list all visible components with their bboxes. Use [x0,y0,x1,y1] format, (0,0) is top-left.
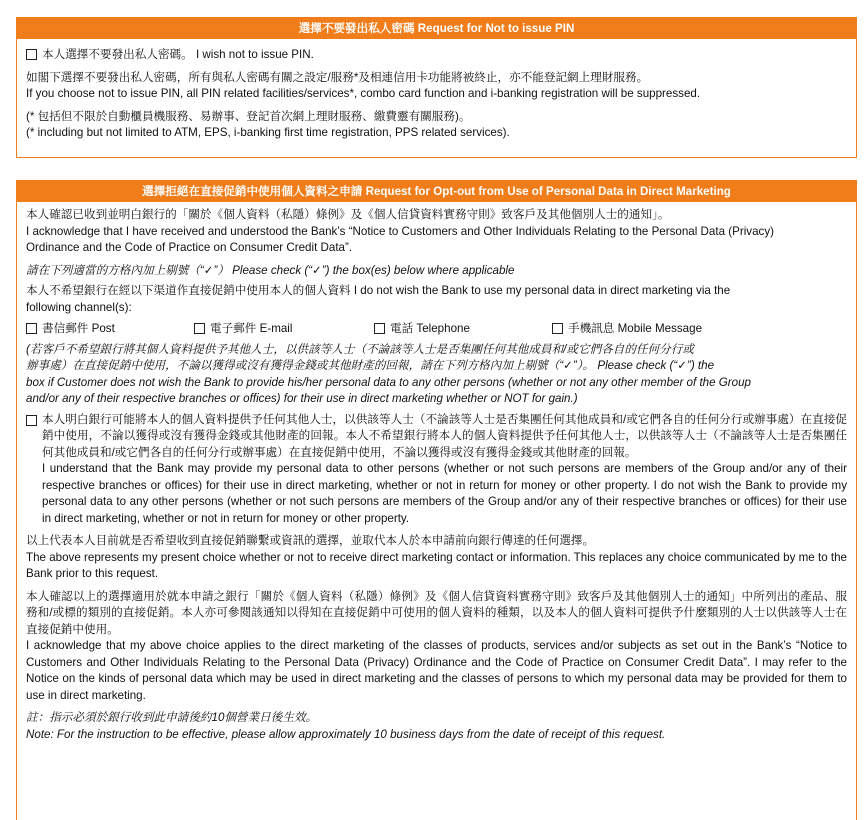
applies-en: I acknowledge that my above choice applies to the direct marketing of the classes of products, services and/or subjects as set out in the Bank’s “Notice to Customers and Other Individuals Relating to the Personal Data (Privacy) Ordinance and the Code of Practice on Consumer Credit Data”. I may refer to the Notice on the kinds of personal data which may be used in direct marketing and the classes of persons to which my personal data may be provided for them to use in direct marketing. [26,639,847,702]
opt-out-header: 選擇拒絕在直接促銷中使用個人資料之申請 Request for Opt-out from Use of Personal Data in Direct Marketing [17,181,856,202]
post-checkbox[interactable] [26,323,37,334]
channel-post[interactable] [26,321,194,338]
applies-zh: 本人確認以上的選擇適用於就本申請之銀行「關於《個人資料（私隱）條例》及《個人信貸資料實務守則》致客戶及其他個別人士的通知」中所列出的產品、服務和/或標的類別的直接促銷。本人亦可參閱該通知以得知在直接促銷中可使用的個人資料的種類，以及本人的個人資料可提供予什麼類別的人士以供該等人士在直接促銷中使用。 [26,589,847,636]
represents-en: The above represents my present choice whether or not to receive direct marketing contact or information. This replaces any choice communicated by me to the Bank prior to this request. [26,550,847,580]
pin-footnote-en: (* including but not limited to ATM, EPS, i-banking first time registration, PPS related services). [26,126,510,139]
telephone-checkbox[interactable] [374,323,385,334]
channel-post-label: 書信郵件 Post [42,322,115,335]
channel-telephone-label: 電話 Telephone [390,322,470,335]
no-use-line2: following channel(s): [26,300,132,314]
opt-out-section [16,180,857,820]
ack-en-line1: I acknowledge that I have received and understood the Bank’s “Notice to Customers and Other Individuals Relating to the Personal Data (Privacy) [26,224,774,238]
pin-request-section [16,17,857,158]
represents-zh: 以上代表本人目前就是否希望收到直接促銷聯繫或資訊的選擇，並取代本人於本申請前向銀行傳達的任何選擇。 [26,534,595,547]
channel-telephone[interactable] [374,321,552,338]
third-party-note-line3: box if Customer does not wish the Bank to provide his/her personal data to any other persons (whether or not any other member of the Group [26,375,752,389]
no-pin-checkbox[interactable] [26,49,37,60]
channel-options [26,321,847,338]
third-party-note-line4: and/or any of their respective branches or offices) for their use in direct marketing whether or NOT for gain.) [26,392,578,405]
channel-mobile[interactable] [552,321,702,338]
pin-note-zh: 如閣下選擇不要發出私人密碼，所有與私人密碼有關之設定/服務*及相連信用卡功能將被終止，亦不能登記網上理財服務。 [26,70,649,84]
third-party-note-line2: 辦事處）在直接促銷中使用，不論以獲得或沒有獲得金錢或其他財產的回報，請在下列方格內加上剔號（“✓”）。 Please check (“✓”) the [26,359,715,372]
mobile-checkbox[interactable] [552,323,563,334]
pin-note-en: If you choose not to issue PIN, all PIN related facilities/services*, combo card function and i-banking registration will be suppressed. [26,87,701,100]
ack-zh: 本人確認已收到並明白銀行的「關於《個人資料（私隱）條例》及《個人信貸資料實務守則》致客戶及其他個別人士的通知」。 [26,208,670,221]
no-pin-checkbox-label: 本人選擇不要發出私人密碼。 I wish not to issue PIN. [42,48,314,61]
remark-zh: 註：指示必須於銀行收到此申請後約10個營業日後生效。 [26,711,318,724]
understand-zh: 本人明白銀行可能將本人的個人資料提供予任何其他人士，以供該等人士（不論該等人士是否集團任何其他成員和/或它們各自的任何分行或辦事處）在直接促銷中使用，不論以獲得或沒有獲得金錢或其他財產的回報。本人不希望銀行將本人的個人資料提供予任何其他人士，以供該等人士（不論該等人士是否集團任何其他成員和/或它們各自的任何分行或辦事處）在直接促銷中使用，不論以獲得或沒有獲得金錢或其他財產的回報。 [42,412,847,459]
ack-en-line2: Ordinance and the Code of Practice on Consumer Credit Data”. [26,241,353,254]
third-party-checkbox[interactable] [26,415,37,426]
channel-email[interactable] [194,321,374,338]
third-party-note-line1: (若客戶不希望銀行將其個人資料提供予其他人士，以供該等人士（不論該等人士是否集團任何其他成員和/或它們各自的任何分行或 [26,342,694,356]
third-party-opt-out [26,412,847,528]
pin-footnote-zh: (* 包括但不限於自動櫃員機服務、易辦事、登記首次網上理財服務、繳費靈有關服務)。 [26,109,471,123]
remark-en: Note: For the instruction to be effective, please allow approximately 10 business days from the date of receipt of this request. [26,727,666,741]
check-instruction: 請在下列適當的方格內加上剔號（“✓”） Please check (“✓”) the box(es) below where applicable [26,263,515,277]
understand-en: I understand that the Bank may provide my personal data to other persons (whether or not such persons are members of the Group and/or any of their respective branches or offices) for their use in direct marketing, whether or not in return for money or other property. I do not wish the Bank to provide my personal data to any other persons (whether or not such persons are members of the Group and/or any of their respective branches or offices) for their use in direct marketing, whether or not in return for money or other property. [42,462,847,525]
no-use-line1: 本人不希望銀行在經以下渠道作直接促銷中使用本人的個人資料 I do not wish the Bank to use my personal data in direct marketing via the [26,284,731,297]
email-checkbox[interactable] [194,323,205,334]
channel-email-label: 電子郵件 E-mail [210,322,293,335]
pin-request-header: 選擇不要發出私人密碼 Request for Not to issue PIN [17,18,856,39]
channel-mobile-label: 手機訊息 Mobile Message [568,322,703,335]
